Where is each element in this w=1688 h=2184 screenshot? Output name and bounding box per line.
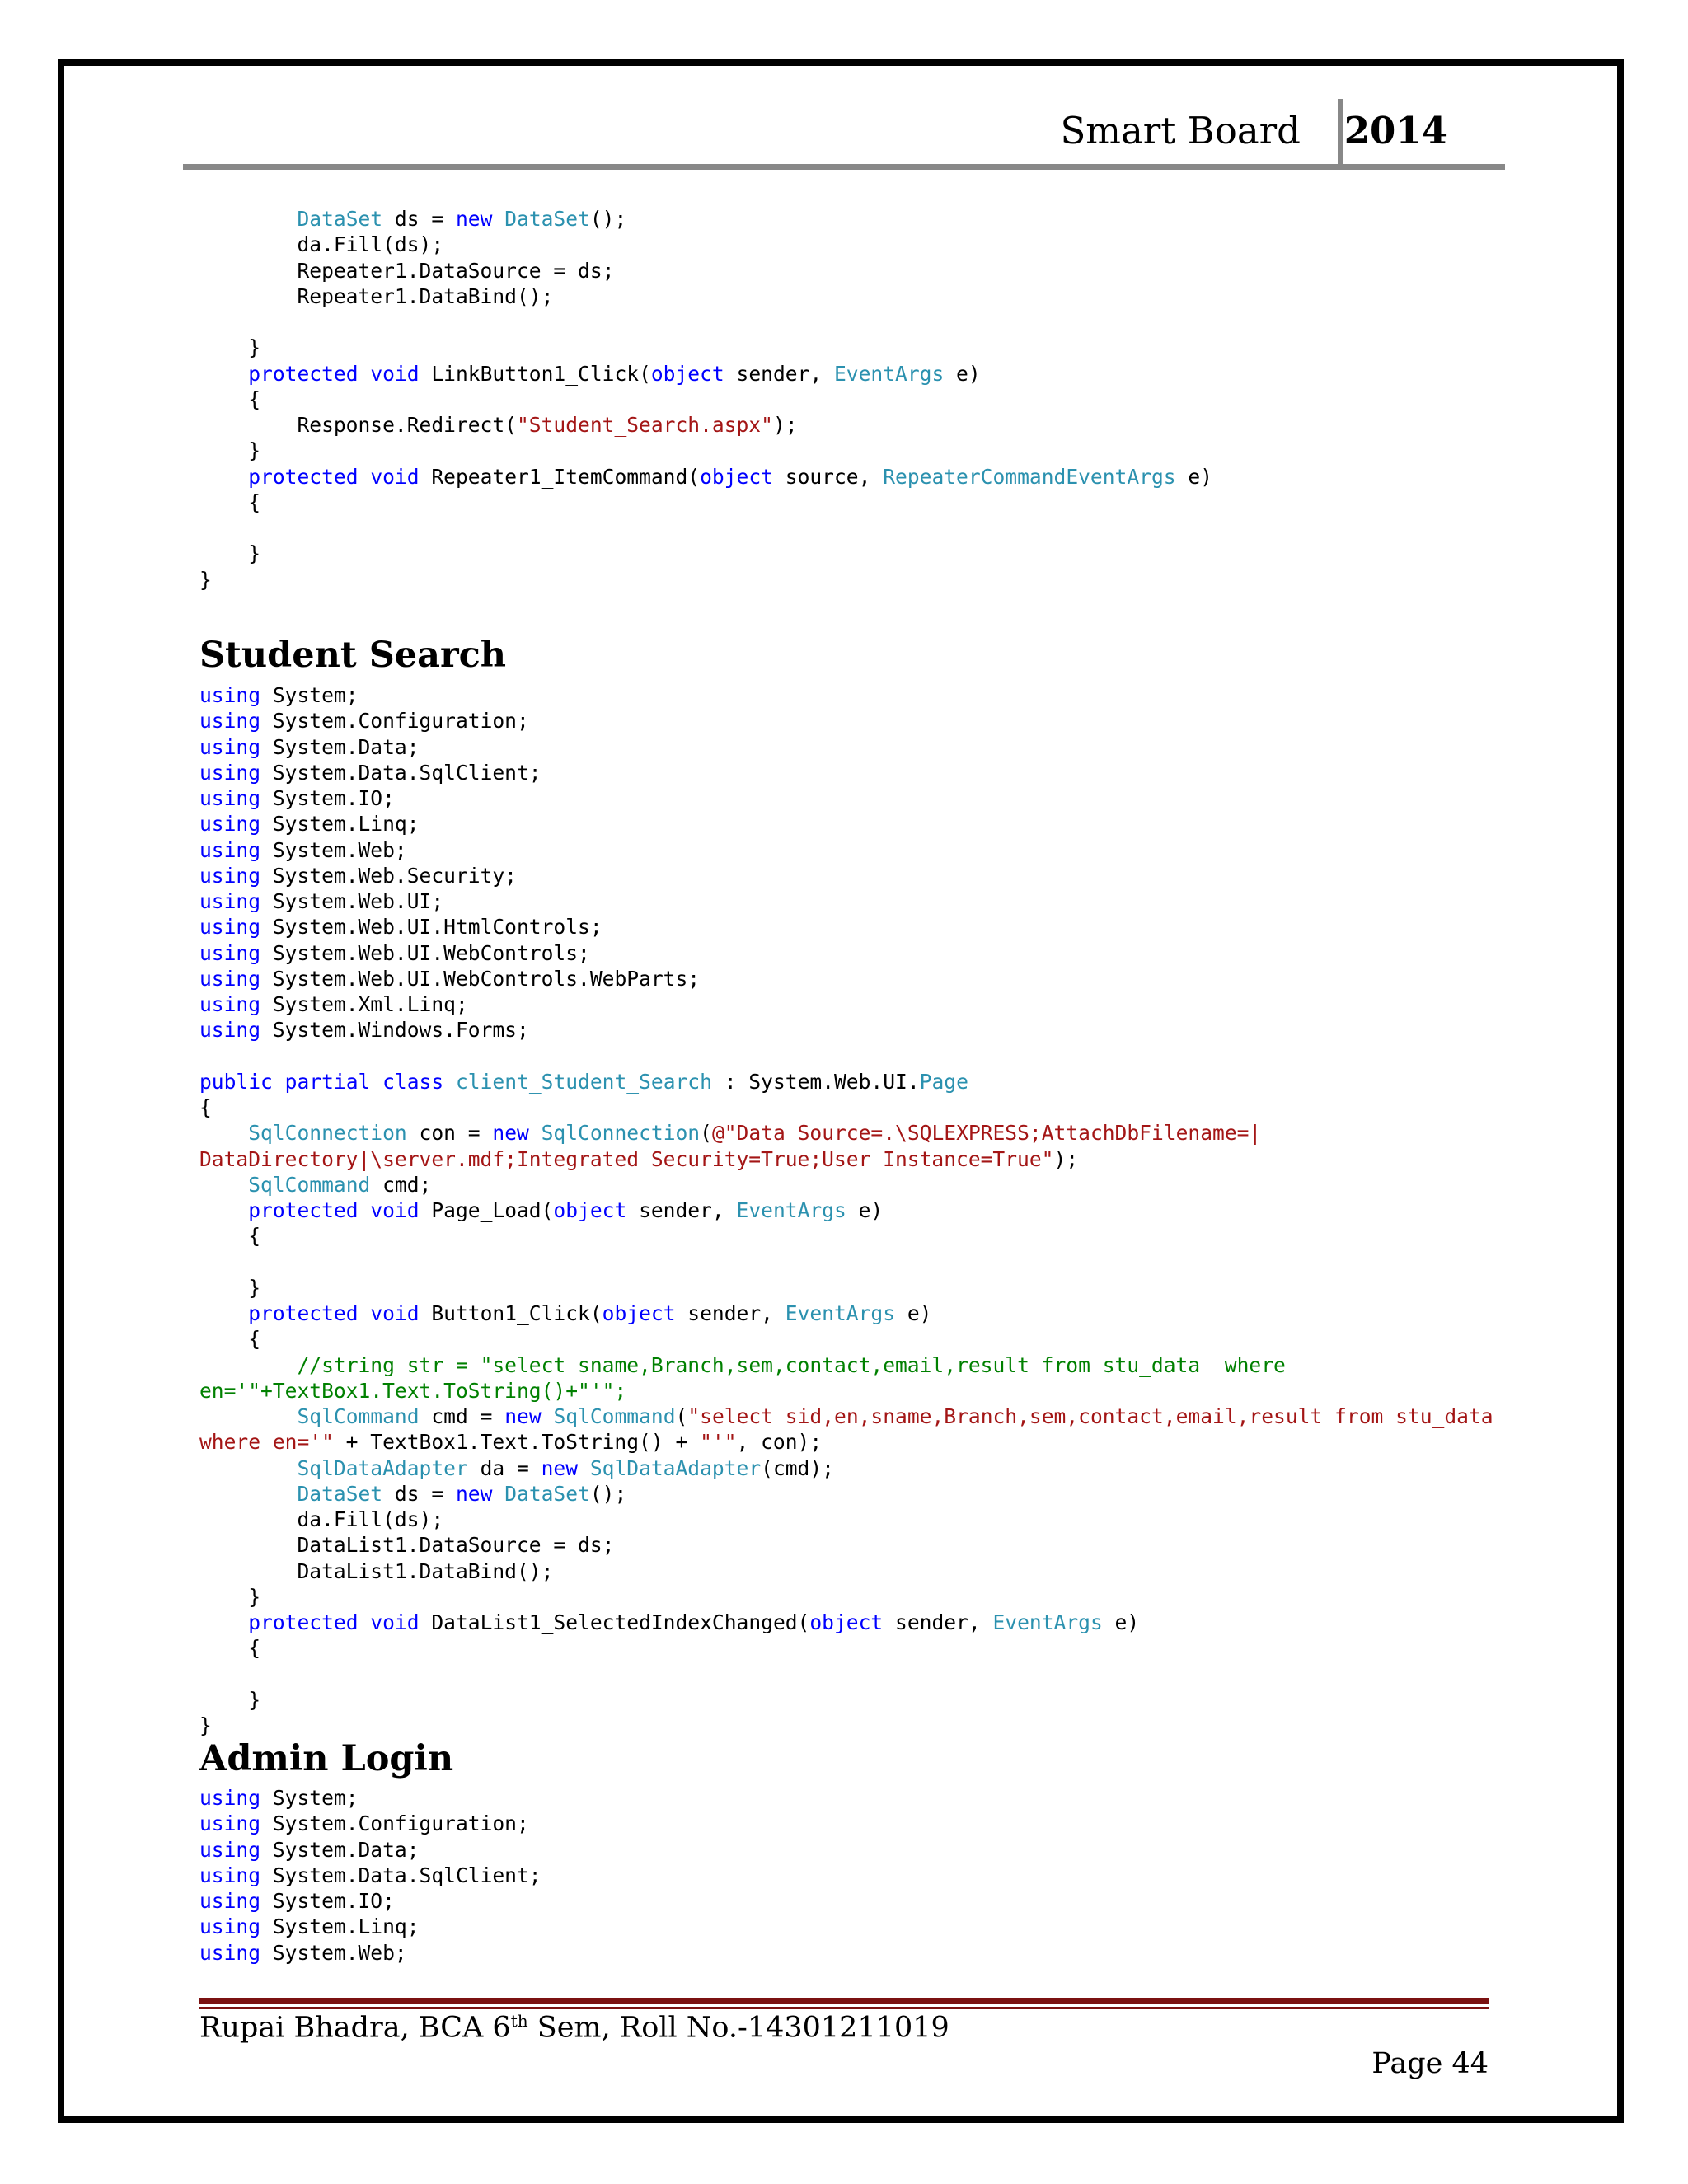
code-token <box>359 1198 371 1222</box>
code-token: SqlCommand <box>297 1404 420 1428</box>
code-token: { <box>199 490 261 514</box>
code-token: System.Configuration; <box>260 709 529 733</box>
code-line <box>199 464 1212 490</box>
code-line <box>199 438 1212 463</box>
code-line <box>199 837 1493 863</box>
code-token <box>529 1121 542 1145</box>
code-token: protected <box>248 361 359 386</box>
code-token <box>199 1404 297 1428</box>
code-token: using <box>199 760 261 785</box>
code-line <box>199 1429 1493 1455</box>
code-token: { <box>199 1636 261 1661</box>
code-token: using <box>199 837 261 862</box>
code-token: { <box>199 1095 212 1119</box>
code-token: using <box>199 1915 261 1939</box>
code-token: } <box>199 1584 261 1609</box>
code-token: e) <box>895 1301 932 1325</box>
code-token <box>492 1482 504 1506</box>
code-token: DataSet <box>504 1481 590 1506</box>
code-token: protected <box>248 1198 359 1222</box>
code-token: ); <box>772 413 798 437</box>
code-token: using <box>199 915 261 940</box>
code-token <box>199 1456 297 1480</box>
code-token: //string str = "select sname,Branch,sem,contact,email,result from stu_data where <box>297 1352 1286 1377</box>
code-line <box>199 811 1493 837</box>
code-token: partial <box>284 1069 371 1094</box>
code-line <box>199 1352 1493 1378</box>
footer-rule-thin <box>199 2007 1489 2009</box>
code-line <box>199 708 1493 733</box>
code-token: @"Data Source=.\SQLEXPRESS;AttachDbFilename=| <box>711 1121 1262 1146</box>
code-token: object <box>553 1198 627 1222</box>
code-token <box>359 362 371 386</box>
code-line <box>199 412 1212 438</box>
code-line <box>199 966 1493 991</box>
code-token: (); <box>589 207 627 231</box>
code-token: (); <box>589 1481 627 1506</box>
code-token: Button1_Click( <box>419 1301 603 1325</box>
code-token: } <box>199 335 261 360</box>
code-token: System.Data.SqlClient; <box>260 760 542 785</box>
code-token: EventArgs <box>785 1301 896 1325</box>
code-token: e) <box>1175 464 1213 489</box>
code-token: } <box>199 1687 261 1712</box>
code-token <box>199 362 248 386</box>
code-token: new <box>455 1481 493 1506</box>
code-token: using <box>199 709 261 733</box>
code-token: SqlConnection <box>248 1121 407 1146</box>
code-line <box>199 1661 1493 1687</box>
code-line <box>199 335 1212 360</box>
section-title-admin-login: Admin Login <box>199 1738 454 1779</box>
code-line <box>199 1914 542 1939</box>
code-line <box>199 1837 542 1863</box>
code-line <box>199 387 1212 412</box>
code-token <box>443 1070 456 1094</box>
code-token: EventArgs <box>736 1198 846 1222</box>
code-token: EventArgs <box>992 1610 1103 1634</box>
code-line <box>199 863 1493 888</box>
code-token: System.Windows.Forms; <box>260 1018 529 1043</box>
code-token: DataSet <box>297 207 383 231</box>
code-token <box>199 1198 248 1222</box>
code-token: Response.Redirect( <box>199 413 517 437</box>
code-token: cmd = <box>419 1404 505 1428</box>
code-line <box>199 1785 542 1811</box>
code-token: DataList1.DataBind(); <box>199 1558 554 1583</box>
code-block-student-search <box>199 682 1493 1738</box>
code-token: using <box>199 863 261 888</box>
code-token: object <box>809 1610 884 1634</box>
code-token: + TextBox1.Text.ToString() + <box>333 1430 701 1455</box>
code-token: sender, <box>883 1610 993 1634</box>
code-line <box>199 1094 1493 1120</box>
footer-author-sup: th <box>510 2011 528 2031</box>
footer-rule <box>199 1998 1489 2004</box>
code-line <box>199 1146 1493 1172</box>
code-line <box>199 1249 1493 1275</box>
code-token: using <box>199 1863 261 1887</box>
code-token: class <box>382 1069 444 1094</box>
code-token: protected <box>248 464 359 489</box>
code-line <box>199 1455 1493 1481</box>
code-line <box>199 541 1212 566</box>
section-title-student-search: Student Search <box>199 635 507 676</box>
code-line <box>199 940 1493 966</box>
code-token: System.Web; <box>260 837 407 862</box>
code-token: where en='" <box>199 1430 334 1455</box>
code-token: Page <box>919 1069 968 1094</box>
code-token <box>492 207 504 231</box>
code-token: DataList1_SelectedIndexChanged( <box>419 1610 810 1634</box>
code-line <box>199 1275 1493 1301</box>
code-token: cmd; <box>370 1172 432 1197</box>
code-token <box>359 1301 371 1325</box>
code-token: da = <box>467 1455 542 1480</box>
code-line <box>199 567 1212 593</box>
code-line <box>199 1635 1493 1661</box>
code-token: "'" <box>700 1430 737 1455</box>
code-line <box>199 991 1493 1017</box>
code-token: Repeater1_ItemCommand( <box>419 464 701 489</box>
code-token: System.Linq; <box>260 812 420 837</box>
code-token: ds = <box>382 207 456 231</box>
code-token <box>199 1121 248 1145</box>
code-token: sender, <box>675 1301 785 1325</box>
code-token: EventArgs <box>833 361 945 386</box>
code-token: } <box>199 1713 212 1737</box>
footer-author-suffix: Sem, Roll No.-14301211019 <box>528 2011 950 2045</box>
footer-author-prefix: Rupai Bhadra, BCA 6 <box>199 2011 511 2045</box>
code-line <box>199 1584 1493 1610</box>
code-token: System; <box>260 1786 359 1810</box>
code-token: void <box>370 1610 420 1634</box>
code-token: void <box>370 464 420 489</box>
code-token: SqlDataAdapter <box>589 1455 762 1480</box>
code-token: using <box>199 1018 261 1043</box>
code-line <box>199 1507 1493 1532</box>
code-token: ); <box>1053 1146 1079 1171</box>
header-year: 2014 <box>1343 109 1447 152</box>
code-token: new <box>492 1121 529 1146</box>
code-token: void <box>370 361 420 386</box>
code-line <box>199 888 1493 914</box>
code-line <box>199 1017 1493 1043</box>
code-token: da.Fill(ds); <box>199 232 444 257</box>
code-line <box>199 1940 542 1966</box>
code-line <box>199 1610 1493 1635</box>
code-token: client_Student_Search <box>455 1069 712 1094</box>
code-token: using <box>199 940 261 965</box>
code-line <box>199 1069 1493 1094</box>
code-line <box>199 1172 1493 1197</box>
code-token: : System.Web.UI. <box>711 1069 920 1094</box>
code-token <box>542 1404 554 1428</box>
code-token: void <box>370 1198 420 1222</box>
header-rule <box>183 164 1505 170</box>
code-line <box>199 1532 1493 1558</box>
code-token: e) <box>944 361 981 386</box>
code-token <box>199 1173 248 1197</box>
code-block-admin-login <box>199 1785 542 1966</box>
code-token: System.IO; <box>260 1889 395 1913</box>
code-token: { <box>199 1327 261 1352</box>
code-token: System.Xml.Linq; <box>260 992 468 1016</box>
code-token: SqlCommand <box>248 1172 371 1197</box>
code-line <box>199 1404 1493 1429</box>
code-token: System.Linq; <box>260 1915 420 1939</box>
code-line <box>199 760 1493 785</box>
code-token: object <box>650 361 724 386</box>
code-token: public <box>199 1069 273 1094</box>
code-token: DataDirectory|\server.mdf;Integrated Security=True;User Instance=True" <box>199 1146 1054 1171</box>
code-token: new <box>504 1404 542 1428</box>
code-token: using <box>199 1940 261 1965</box>
code-line <box>199 232 1212 257</box>
code-line <box>199 1378 1493 1404</box>
code-line <box>199 1558 1493 1584</box>
page-header <box>183 97 1505 171</box>
code-token: new <box>541 1455 579 1480</box>
code-token: System.Web.UI.WebControls.WebParts; <box>260 966 701 991</box>
code-token: System; <box>260 683 359 707</box>
code-line <box>199 1326 1493 1352</box>
code-token: con = <box>406 1121 493 1146</box>
code-token: using <box>199 966 261 991</box>
code-token: using <box>199 889 261 913</box>
code-line <box>199 734 1493 760</box>
code-token: , con); <box>736 1430 823 1455</box>
code-line <box>199 682 1493 708</box>
code-token: protected <box>248 1301 359 1325</box>
code-line <box>199 1863 542 1888</box>
code-token: e) <box>846 1198 884 1222</box>
code-token: using <box>199 1837 261 1862</box>
code-block-repeater <box>199 206 1212 593</box>
code-token: { <box>199 387 261 411</box>
code-token <box>359 1610 371 1634</box>
code-line <box>199 361 1212 387</box>
code-line <box>199 515 1212 541</box>
code-token: using <box>199 1811 261 1836</box>
code-token: (cmd); <box>761 1455 834 1480</box>
code-line <box>199 258 1212 284</box>
code-token: using <box>199 683 261 707</box>
code-line <box>199 1687 1493 1713</box>
header-title: Smart Board <box>1060 109 1301 152</box>
code-token: sender, <box>626 1198 737 1222</box>
code-token: "select sid,en,sname,Branch,sem,contact,email,result from stu_data <box>687 1404 1493 1428</box>
code-token: object <box>602 1301 676 1325</box>
code-line <box>199 206 1212 232</box>
code-line <box>199 1223 1493 1249</box>
code-token: DataSet <box>504 207 590 231</box>
code-token: SqlDataAdapter <box>297 1455 468 1480</box>
code-token: new <box>455 207 493 231</box>
code-token: e) <box>1102 1610 1140 1634</box>
code-token: protected <box>248 1610 359 1634</box>
code-line <box>199 785 1493 811</box>
code-token: using <box>199 992 261 1016</box>
code-token: RepeaterCommandEventArgs <box>883 464 1176 489</box>
code-token: System.Configuration; <box>260 1811 529 1836</box>
code-line <box>199 1301 1493 1326</box>
code-token: System.Web.UI; <box>260 889 444 913</box>
code-token: DataList1.DataSource = ds; <box>199 1533 615 1558</box>
code-token: SqlConnection <box>541 1121 701 1146</box>
code-line <box>199 1043 1493 1069</box>
code-token: en='"+TextBox1.Text.ToString()+"'"; <box>199 1378 627 1403</box>
code-token: ( <box>675 1404 688 1428</box>
code-token: } <box>199 1275 261 1300</box>
page-number: Page 44 <box>1372 2047 1489 2080</box>
code-line <box>199 914 1493 940</box>
code-token: System.Web.Security; <box>260 863 517 888</box>
code-token <box>578 1456 590 1480</box>
code-line <box>199 1811 542 1836</box>
code-token: SqlCommand <box>553 1404 676 1428</box>
code-token: System.Data; <box>260 1837 420 1862</box>
code-token: System.IO; <box>260 786 395 810</box>
code-token: System.Data.SqlClient; <box>260 1863 542 1887</box>
code-token: LinkButton1_Click( <box>419 361 651 386</box>
code-token <box>199 465 248 489</box>
code-token <box>273 1070 285 1094</box>
code-token: sender, <box>724 361 834 386</box>
code-line <box>199 1713 1493 1738</box>
code-token: void <box>370 1301 420 1325</box>
code-token: "Student_Search.aspx" <box>516 413 773 437</box>
code-line <box>199 1888 542 1914</box>
code-token <box>199 1482 297 1506</box>
code-token: using <box>199 786 261 810</box>
code-token: source, <box>772 464 884 489</box>
code-line <box>199 1197 1493 1223</box>
code-token: } <box>199 438 261 463</box>
code-token: System.Data; <box>260 734 420 759</box>
code-token: using <box>199 812 261 837</box>
code-token: using <box>199 734 261 759</box>
code-token <box>370 1070 382 1094</box>
code-token: Page_Load( <box>419 1198 554 1222</box>
code-token: Repeater1.DataSource = ds; <box>199 258 615 283</box>
code-token <box>199 1610 248 1634</box>
code-line <box>199 284 1212 309</box>
footer-author <box>199 2011 950 2045</box>
code-token <box>199 1353 297 1377</box>
code-token: object <box>700 464 773 489</box>
code-token: System.Web.UI.WebControls; <box>260 940 590 965</box>
code-token: } <box>199 567 212 592</box>
code-token: using <box>199 1786 261 1810</box>
code-token: Repeater1.DataBind(); <box>199 284 554 308</box>
code-line <box>199 1120 1493 1146</box>
code-token: ( <box>700 1121 712 1146</box>
code-token: System.Web.UI.HtmlControls; <box>260 915 603 940</box>
code-token: da.Fill(ds); <box>199 1507 444 1531</box>
code-token: { <box>199 1224 261 1249</box>
code-token: using <box>199 1889 261 1913</box>
code-token: System.Web; <box>260 1940 407 1965</box>
code-line <box>199 1481 1493 1507</box>
code-token: DataSet <box>297 1481 383 1506</box>
code-line <box>199 309 1212 335</box>
code-token <box>199 207 297 231</box>
code-token: } <box>199 541 261 566</box>
code-token <box>199 1301 248 1325</box>
header-divider <box>1338 99 1343 168</box>
code-token: ds = <box>382 1481 456 1506</box>
code-line <box>199 490 1212 515</box>
code-token <box>359 465 371 489</box>
